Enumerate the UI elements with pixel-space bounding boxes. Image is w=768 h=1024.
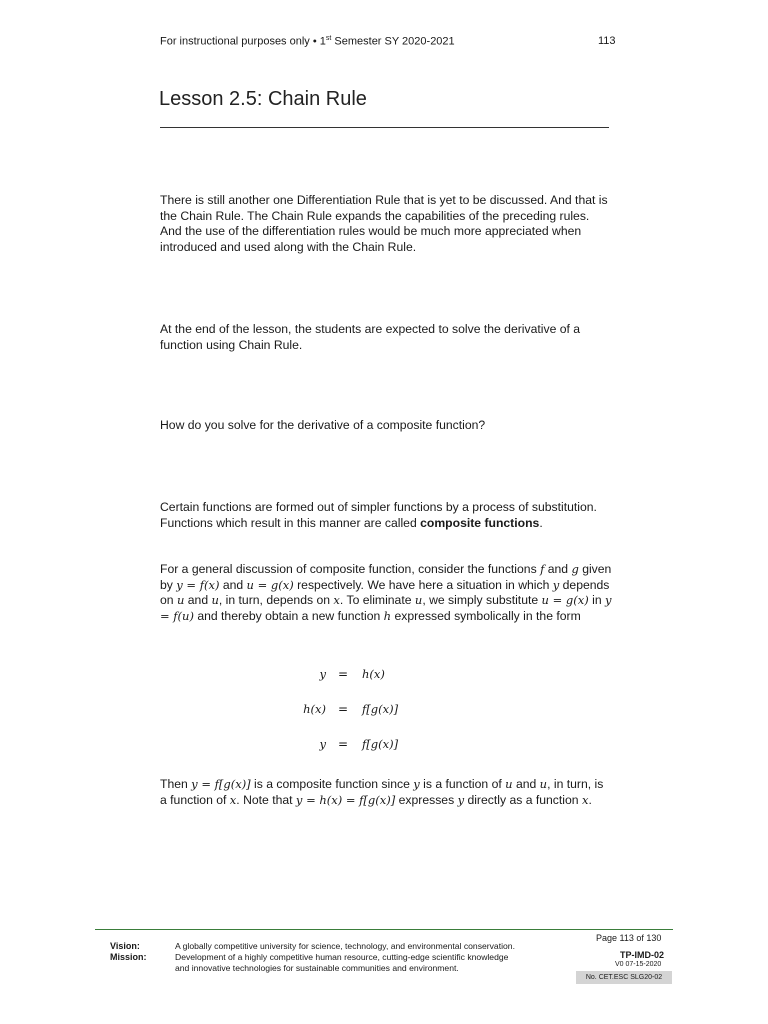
composite-paragraph: Certain functions are formed out of simpler functions by a process of substitution. Functions which result in this manner are called composite functions. (160, 500, 597, 530)
footer-page-count: Page 113 of 130 (596, 933, 662, 943)
footer-version: V0 07-15-2020 (615, 961, 662, 968)
mission-label: Mission: (110, 952, 147, 962)
equation-row: h(x) = f[g(x)] (303, 702, 399, 716)
vision-text: A globally competitive university for science, technology, and environmental conservation. (175, 941, 515, 951)
composite-conclusion-paragraph: Then y = f[g(x)] is a composite function since y is a function of u and u, in turn, is a function of x. Note that y = h(x) = f[g(x)] expresses y directly as a function x. (160, 777, 604, 807)
mission-text: Development of a highly competitive human resource, cutting-edge scientific knowledge and innovative technologies for sustainable communities and environment. (175, 952, 509, 973)
lesson-title: Lesson 2.5: Chain Rule (159, 88, 367, 110)
equation-row: y = h(x) (319, 667, 385, 681)
title-divider (160, 127, 609, 128)
general-paragraph: For a general discussion of composite function, consider the functions f and g given by y = f(x) and u = g(x) respectively. We have here a situation in which y depends on u and u, in turn, depends on x. To eliminate u, we simply substitute u = g(x) in y = f(u) and thereby obtain a new function h expressed symbolically in the form (160, 562, 612, 623)
question-paragraph: How do you solve for the derivative of a composite function? (160, 418, 486, 432)
header-course-info: For instructional purposes only • 1st Semester SY 2020-2021 (160, 35, 455, 48)
objective-paragraph: At the end of the lesson, the students are expected to solve the derivative of a function using Chain Rule. (160, 322, 581, 352)
footer-divider (95, 929, 673, 930)
vision-label: Vision: (110, 941, 140, 951)
footer-doc-number: No. CET.ESC SLG20-02 (576, 971, 672, 984)
equation-row: y = f[g(x)] (319, 737, 399, 751)
intro-paragraph: There is still another one Differentiation Rule that is yet to be discussed. And that is the Chain Rule. The Chain Rule expands the capabilities of the preceding rules. And the use of the differentiation rules would be much more appreciated when introduced and used along with the Chain Rule. (160, 193, 608, 254)
footer-doc-code: TP-IMD-02 (620, 950, 665, 960)
header-page-number: 113 (598, 35, 616, 47)
